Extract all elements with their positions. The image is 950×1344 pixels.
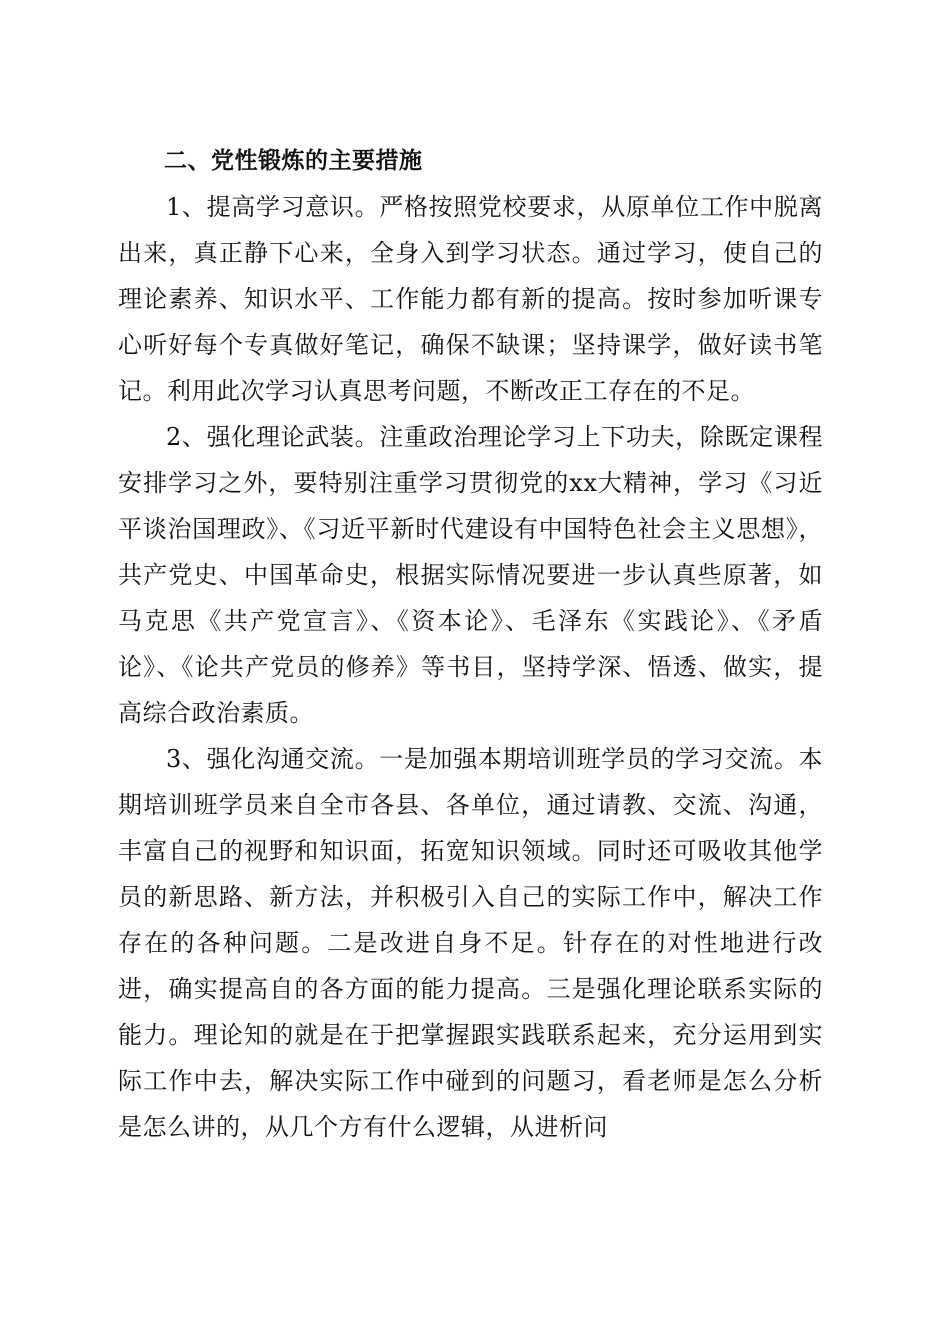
paragraph-1: 1、提高学习意识。严格按照党校要求，从原单位工作中脱离出来，真正静下心来，全身入到学习状态。通过学习，使自己的理论素养、知识水平、工作能力都有新的提高。按时参加听课专心听好每个专真做好笔记，确保不缺课；坚持课学，做好读书笔记。利用此次学习认真思考问题，不断改正工存在的不足。	[118, 193, 823, 405]
document-body	[118, 138, 823, 1150]
section-heading: 二、党性锻炼的主要措施	[164, 148, 423, 174]
paragraph-2: 2、强化理论武装。注重政治理论学习上下功夫，除既定课程安排学习之外，要特别注重学习贯彻党的xx大精神，学习《习近平谈治国理政》、《习近平新时代建设有中国特色社会主义思想》，共产党史、中国革命史，根据实际情况要进一步认真些原著，如马克思《共产党宣言》、《资本论》、毛泽东《实践论》、《矛盾论》、《论共产党员的修养》等书目，坚持学深、悟透、做实，提高综合政治素质。	[118, 423, 823, 727]
paragraph-3: 3、强化沟通交流。一是加强本期培训班学员的学习交流。本期培训班学员来自全市各县、各单位，通过请教、交流、沟通，丰富自己的视野和知识面，拓宽知识领域。同时还可吸收其他学员的新思路、新方法，并积极引入自己的实际工作中，解决工作存在的各种问题。二是改进自身不足。针存在的对性地进行改进，确实提高自的各方面的能力提高。三是强化理论联系实际的能力。理论知的就是在于把掌握跟实践联系起来，充分运用到实际工作中去，解决实际工作中碰到的问题习，看老师是怎么分析是怎么讲的，从几个方有什么逻辑，从进析问	[118, 745, 823, 1141]
